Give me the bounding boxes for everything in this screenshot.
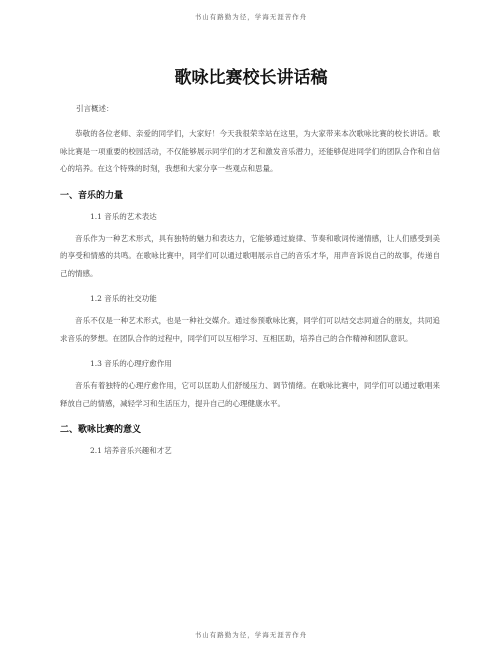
subsection-heading-artistic-expression: 1.1 音乐的艺术表达	[90, 211, 157, 221]
subsection-heading-social-function: 1.2 音乐的社交功能	[90, 294, 157, 303]
page-header: 书山有路勤为径，学海无涯苦作舟	[194, 13, 308, 21]
paragraph-social-function: 音乐不仅是一种艺术形式，也是一种社交媒介。通过参预歌咏比赛，同学们可以结交志同道合的朋友，共同追求音乐的梦想。在团队合作的过程中，同学们可以互相学习、互相匡助，培养自己的合作精神和团队意识。	[60, 316, 440, 343]
subsection-heading-cultivate-interest: 2.1 培养音乐兴趣和才艺	[90, 446, 172, 455]
paragraph-psychological-healing: 音乐有着独特的心理疗愈作用，它可以匡助人们舒缓压力、调节情绪。在歌咏比赛中，同学们可以通过歌唱来释放自己的情感，减轻学习和生活压力，提升自己的心理健康水平。	[60, 381, 440, 408]
subsection-heading-psychological-healing: 1.3 音乐的心理疗愈作用	[90, 359, 172, 368]
intro-paragraph: 恭敬的各位老师、亲爱的同学们，大家好！今天我很荣幸站在这里，为大家带来本次歌咏比赛的校长讲话。歌咏比赛是一项重要的校园活动，不仅能够展示同学们的才艺和激发音乐潜力，还能够促进同学们的团队合作和自信心的培养。在这个特殊的时刻，我想和大家分享一些观点和思量。	[60, 129, 440, 173]
page-footer: 书山有路勤为径，学海无涯苦作舟	[194, 631, 308, 639]
section-heading-meaning-of-contest: 二、歌咏比赛的意义	[60, 425, 142, 435]
document-body	[60, 104, 440, 464]
intro-label: 引言概述：	[76, 104, 114, 113]
section-heading-power-of-music: 一、音乐的力量	[60, 190, 124, 201]
document-title: 歌咏比赛校长讲话稿	[174, 68, 328, 88]
paragraph-artistic-expression: 音乐作为一种艺术形式，具有独特的魅力和表达力，它能够通过旋律、节奏和歌词传递情感，让人们感受到美的享受和情感的共鸣。在歌咏比赛中，同学们可以通过歌唱展示自己的音乐才华，用声音诉说自己的故事，传递自己的情感。	[60, 233, 440, 278]
